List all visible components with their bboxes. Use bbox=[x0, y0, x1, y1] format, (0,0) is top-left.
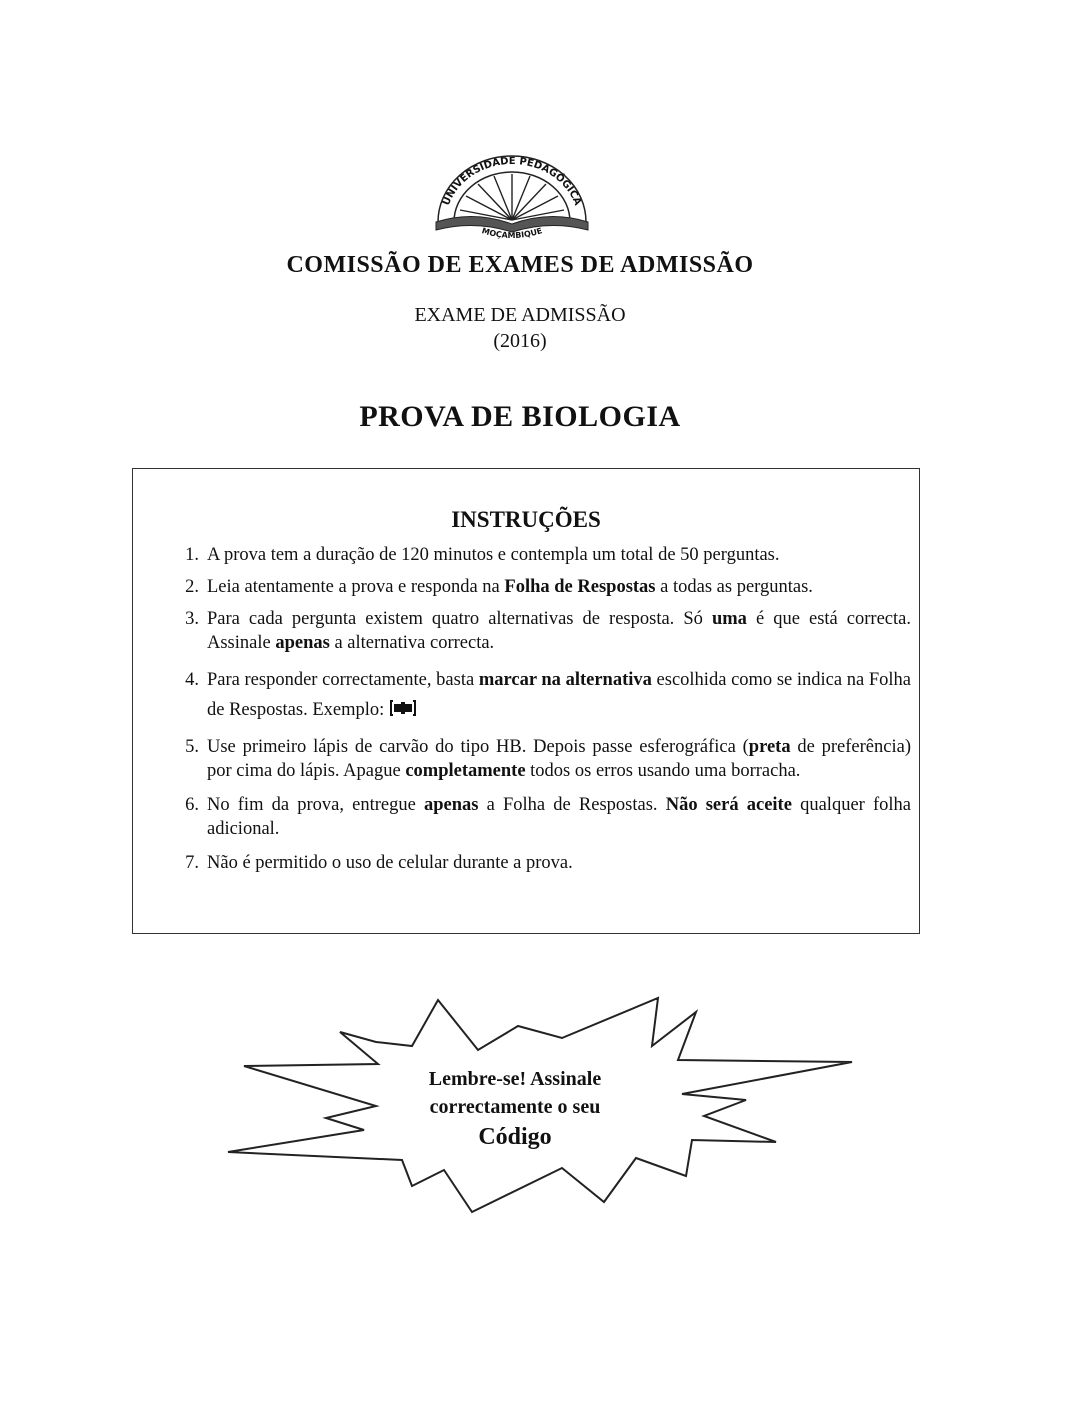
instruction-number: 6. bbox=[185, 795, 199, 815]
instruction-text: escolhida como se indica na Folha de Respostas. Exemplo: bbox=[207, 670, 911, 720]
instructions-box bbox=[132, 468, 920, 934]
instruction-item bbox=[171, 607, 911, 655]
instruction-text: Leia atentamente a prova e responda na bbox=[207, 577, 505, 597]
instruction-number: 3. bbox=[185, 609, 199, 629]
instruction-emphasis: Não será aceite bbox=[665, 795, 792, 815]
instruction-number: 5. bbox=[185, 737, 199, 757]
instruction-text: qualquer folha adicional. bbox=[207, 795, 911, 839]
instruction-emphasis: apenas bbox=[423, 795, 479, 815]
instruction-text: de preferência) por cima do lápis. Apague bbox=[207, 737, 911, 781]
instruction-item bbox=[171, 665, 911, 725]
instruction-emphasis: Folha de Respostas bbox=[504, 577, 656, 597]
instruction-text: No fim da prova, entregue bbox=[207, 795, 424, 815]
exam-title: EXAME DE ADMISSÃO bbox=[414, 304, 626, 326]
reminder-line-1: Lembre-se! Assinale bbox=[428, 1068, 602, 1090]
instruction-item bbox=[171, 543, 911, 567]
committee-title: COMISSÃO DE EXAMES DE ADMISSÃO bbox=[286, 252, 754, 278]
instruction-text: Para responder correctamente, basta bbox=[207, 670, 479, 690]
instruction-text: Não é permitido o uso de celular durante a prova. bbox=[207, 853, 573, 873]
instructions-list bbox=[171, 543, 911, 875]
instruction-number: 7. bbox=[185, 853, 199, 873]
instruction-item bbox=[171, 735, 911, 783]
reminder-line-2: correctamente o seu bbox=[429, 1096, 601, 1118]
instruction-text: a Folha de Respostas. bbox=[478, 795, 666, 815]
logo-arc-text: UNIVERSIDADE PEDAGÓGICA bbox=[441, 155, 583, 208]
instruction-text: Para cada pergunta existem quatro alternativas de resposta. Só bbox=[207, 609, 712, 629]
instruction-emphasis: marcar na alternativa bbox=[478, 670, 652, 690]
university-logo bbox=[424, 150, 600, 250]
instruction-text: a todas as perguntas. bbox=[655, 577, 813, 597]
instructions-heading: INSTRUÇÕES bbox=[451, 507, 601, 532]
logo-bottom-text: MOÇAMBIQUE bbox=[480, 226, 544, 241]
instruction-number: 2. bbox=[185, 577, 199, 597]
instruction-number: 4. bbox=[185, 670, 199, 690]
instruction-emphasis: completamente bbox=[405, 761, 526, 781]
instruction-text: a alternativa correcta. bbox=[329, 633, 495, 653]
instruction-item bbox=[171, 793, 911, 841]
instruction-number: 1. bbox=[185, 545, 199, 565]
instruction-item bbox=[171, 575, 911, 599]
instruction-item bbox=[171, 851, 911, 875]
instruction-text: é que está correcta. Assinale bbox=[207, 609, 911, 653]
instruction-text: A prova tem a duração de 120 minutos e contempla um total de 50 perguntas. bbox=[207, 545, 780, 565]
instruction-emphasis: uma bbox=[711, 609, 747, 629]
instruction-emphasis: apenas bbox=[275, 633, 330, 653]
exam-year: (2016) bbox=[493, 330, 547, 352]
reminder-line-3: Código bbox=[478, 1124, 552, 1150]
marked-answer-example-icon bbox=[390, 700, 416, 716]
instruction-emphasis: preta bbox=[748, 737, 791, 757]
instruction-text: todos os erros usando uma borracha. bbox=[525, 761, 801, 781]
test-title: PROVA DE BIOLOGIA bbox=[359, 400, 681, 433]
instruction-text: Use primeiro lápis de carvão do tipo HB. Depois passe esferográfica ( bbox=[207, 737, 749, 757]
